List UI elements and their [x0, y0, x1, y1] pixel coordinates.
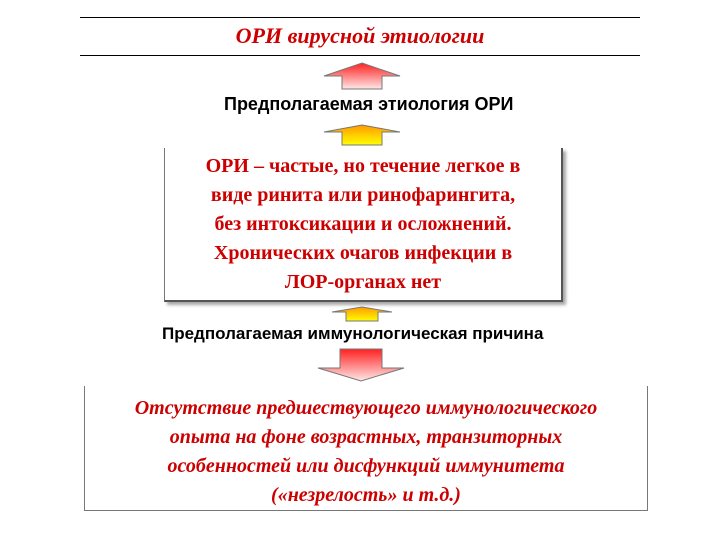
immunity-line: («незрелость» и т.д.): [271, 484, 461, 506]
immunity-box: [84, 386, 648, 511]
up-arrow-yellow-icon: [322, 124, 402, 146]
immunity-line: опыта на фоне возрастных, транзиторных: [169, 426, 563, 448]
clinical-line: Хронических очагов инфекции в: [213, 242, 513, 264]
clinical-line: ОРИ – частые, но течение легкое в: [205, 155, 521, 177]
down-arrow-icon: [316, 348, 406, 382]
title-rule-bottom: [80, 55, 640, 56]
etiology-label: Предполагаемая этиология ОРИ: [224, 94, 514, 114]
up-arrow-small-icon: [330, 306, 394, 322]
immunologic-label: Предполагаемая иммунологическая причина: [162, 324, 544, 343]
clinical-line: виде ринита или ринофарингита,: [210, 184, 516, 206]
page-title: ОРИ вирусной этиологии: [235, 23, 485, 48]
clinical-line: без интоксикации и осложнений.: [214, 213, 512, 235]
title-rule-top: [80, 17, 640, 18]
immunity-line: особенностей или дисфункций иммунитета: [167, 455, 565, 477]
clinical-box: [164, 148, 563, 302]
clinical-text: [165, 152, 561, 297]
up-arrow-icon: [322, 62, 402, 90]
immunity-text: [85, 394, 647, 510]
clinical-line: ЛОР-органах нет: [284, 271, 442, 293]
immunity-line: Отсутствие предшествующего иммунологического: [134, 397, 598, 419]
